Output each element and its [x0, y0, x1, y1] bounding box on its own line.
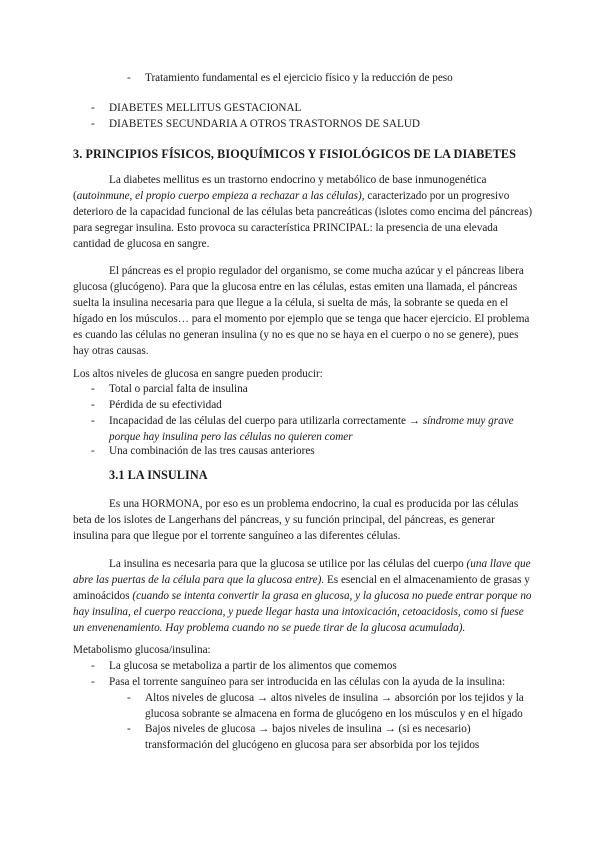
list-item: [109, 413, 533, 445]
arrow-icon: →: [258, 723, 270, 735]
list-item: Tratamiento fundamental es el ejercicio físico y la reducción de peso: [145, 72, 453, 84]
list-item: La glucosa se metaboliza a partir de los alimentos que comemos: [109, 660, 397, 672]
list-item: [145, 690, 535, 722]
paragraph: [73, 496, 533, 544]
bullet-dash: -: [91, 383, 95, 395]
text-span: La insulina es necesaria para que la glucosa se utilice por las células del cuerpo: [109, 558, 467, 570]
list-item: Pérdida de su efectividad: [109, 399, 222, 411]
section-heading: 3.1 LA INSULINA: [109, 468, 208, 482]
italic-span: síndrome muy grave porque hay insulina pero las células no quieren comer: [109, 415, 514, 443]
list-item: DIABETES MELLITUS GESTACIONAL: [109, 102, 302, 114]
bullet-dash: -: [91, 676, 95, 688]
arrow-icon: →: [256, 692, 269, 704]
list-intro: Metabolismo glucosa/insulina:: [73, 644, 211, 656]
list-item: DIABETES SECUNDARIA A OTROS TRASTORNOS DE SALUD: [109, 118, 421, 130]
list-item: [145, 721, 535, 753]
text-span: Bajos niveles de glucosa: [145, 723, 256, 735]
bullet-dash: -: [91, 415, 95, 427]
text-span: Es esencial en el almacenamiento de grasas y aminoácidos: [73, 574, 530, 602]
arrow-icon: →: [380, 692, 393, 704]
text-span: (si es necesario) transformación del glucógeno en glucosa para ser absorbida por los tejidos: [145, 723, 480, 751]
text-span: altos niveles de insulina: [270, 692, 379, 704]
text-span: absorción por los tejidos y la glucosa sobrante se almacena en forma de glucógeno en los músculos y en el hígado: [145, 692, 524, 720]
bullet-dash: -: [91, 445, 95, 457]
list-item: Pasa el torrente sanguíneo para ser introducida en las células con la ayuda de la insulina:: [109, 676, 506, 688]
bullet-dash: -: [91, 399, 95, 411]
bullet-dash: -: [127, 72, 131, 84]
list-intro: Los altos niveles de glucosa en sangre pueden producir:: [73, 368, 323, 380]
list-item: Una combinación de las tres causas anteriores: [109, 445, 315, 457]
italic-span: (cuando se intenta convertir la grasa en glucosa, y la glucosa no puede entrar porque no hay insulina, el cuerpo reacciona, y puede llegar hasta una intoxicación, cetoacidosis, como si fuese un envenenamiento. Hay problema cuando no se puede tirar de la glucosa acumulada).: [73, 590, 532, 634]
italic-span: (una llave que abre las puertas de la célula para que la glucosa entre).: [73, 558, 531, 586]
text-span: caracterizado por un progresivo deterioro de la capacidad funcional de las células beta pancreáticas (islotes como encima del páncreas) para segregar insulina. Esto provoca su característica PRINCIPAL: la presencia de una elevada cantidad de glucosa en sangre.: [73, 190, 533, 250]
bullet-dash: -: [127, 723, 131, 735]
paragraph: [73, 556, 533, 636]
bullet-dash: -: [127, 692, 131, 704]
arrow-icon: →: [384, 723, 396, 735]
arrow-icon: →: [408, 415, 420, 427]
text-span: La diabetes mellitus es un trastorno endocrino y metabólico de base inmunogenética (: [73, 174, 487, 202]
bullet-dash: -: [91, 660, 95, 672]
paragraph-text: Es una HORMONA, por eso es un problema endocrino, la cual es producida por las células beta de los islotes de Langerhans del páncreas, y su función principal, del páncreas, es generar insulina para que llegue por el torrente sanguíneo a las diferentes células.: [73, 498, 519, 542]
list-item: Total o parcial falta de insulina: [109, 383, 248, 395]
text-span: bajos niveles de insulina: [272, 723, 382, 735]
text-span: Incapacidad de las células del cuerpo para utilizarla correctamente: [109, 415, 406, 427]
italic-span: autoinmune, el propio cuerpo empieza a rechazar a las células),: [76, 190, 365, 202]
section-heading: 3. PRINCIPIOS FÍSICOS, BIOQUÍMICOS Y FISIOLÓGICOS DE LA DIABETES: [73, 147, 516, 161]
paragraph: [73, 172, 533, 252]
paragraph-text: El páncreas es el propio regulador del organismo, se come mucha azúcar y el páncreas libera glucosa (glucógeno). Para que la glucosa entre en las células, estas emiten una llamada, el páncreas suelta la insulina necesaria para que llegue a la célula, si suelta de más, la sobrante se queda en el hígado en los músculos… para el momento por ejemplo que se tenga que hacer ejercicio. El problema es cuando las células no generan insulina (y no es que no se haya en el cuerpo o no se genere), pues hay otras causas.: [73, 265, 530, 357]
text-span: Altos niveles de glucosa: [145, 692, 255, 704]
bullet-dash: -: [91, 118, 95, 130]
bullet-dash: -: [91, 102, 95, 114]
paragraph: [73, 263, 533, 359]
